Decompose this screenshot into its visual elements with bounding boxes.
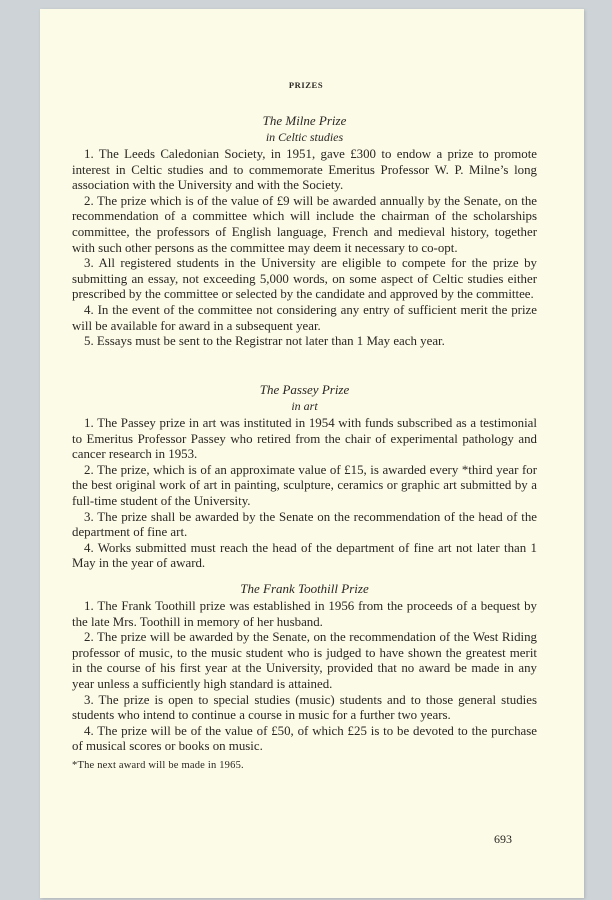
paragraph: 4. Works submitted must reach the head of the department of fine art not later than 1 May in the year of award. — [72, 540, 537, 571]
paragraph: 3. The prize is open to special studies (music) students and to those general studies students who intend to continue a course in music for a further two years. — [72, 692, 537, 723]
paragraph: 2. The prize, which is of an approximate value of £15, is awarded every *third year for the best original work of art in painting, sculpture, ceramics or graphic art submitted by a full-time student of the University. — [72, 462, 537, 508]
paragraph: 5. Essays must be sent to the Registrar not later than 1 May each year. — [84, 334, 445, 349]
paragraph: 2. The prize which is of the value of £9 will be awarded annually by the Senate, on the recommendation of a committee which will include the chairman of the scholarships committee, the professors of English language, French and medieval history, together with such other persons as the committee may deem it necessary to co-opt. — [72, 193, 537, 255]
section-title: The Milne Prize — [262, 113, 347, 128]
paragraph: 3. All registered students in the University are eligible to compete for the prize by submitting an essay, not exceeding 5,000 words, on some aspect of Celtic studies either prescribed by the committee or selected by the candidate and approved by the committee. — [72, 256, 537, 302]
paragraph: 1. The Leeds Caledonian Society, in 1951, gave £300 to endow a prize to promote interest in Celtic studies and to commemorate Emeritus Professor W. P. Milne’s long association with the University and with the Society. — [72, 147, 537, 193]
milne-prize-section — [72, 112, 537, 350]
running-head: PRIZES — [288, 80, 324, 90]
section-subtitle: in Celtic studies — [265, 130, 344, 144]
paragraph: 1. The Frank Toothill prize was established in 1956 from the proceeds of a bequest by the late Mrs. Toothill in memory of her husband. — [72, 599, 537, 629]
paragraph: 3. The prize shall be awarded by the Senate on the recommendation of the head of the department of fine art. — [72, 509, 537, 540]
footnote: *The next award will be made in 1965. — [72, 759, 244, 771]
paragraph: 4. In the event of the committee not considering any entry of sufficient merit the prize will be available for award in a subsequent year. — [72, 302, 537, 333]
section-title: The Frank Toothill Prize — [240, 581, 369, 596]
page-number: 693 — [494, 832, 512, 846]
passey-prize-section — [72, 381, 537, 572]
paragraph: 4. The prize will be of the value of £50, of which £25 is to be devoted to the purchase of musical scores or books on music. — [72, 723, 537, 754]
paragraph: 1. The Passey prize in art was instituted in 1954 with funds subscribed as a testimonial to Emeritus Professor Passey who retired from the chair of experimental pathology and cancer research in 1953. — [72, 416, 537, 462]
paragraph: 2. The prize will be awarded by the Senate, on the recommendation of the West Riding professor of music, to the music student who is judged to have shown the greatest merit in the course of his first year at the University, provided that no award be made in any year unless a sufficiently high standard is attained. — [72, 630, 537, 691]
section-title: The Passey Prize — [259, 382, 350, 397]
toothill-prize-section — [72, 580, 537, 773]
section-subtitle: in art — [291, 399, 318, 413]
